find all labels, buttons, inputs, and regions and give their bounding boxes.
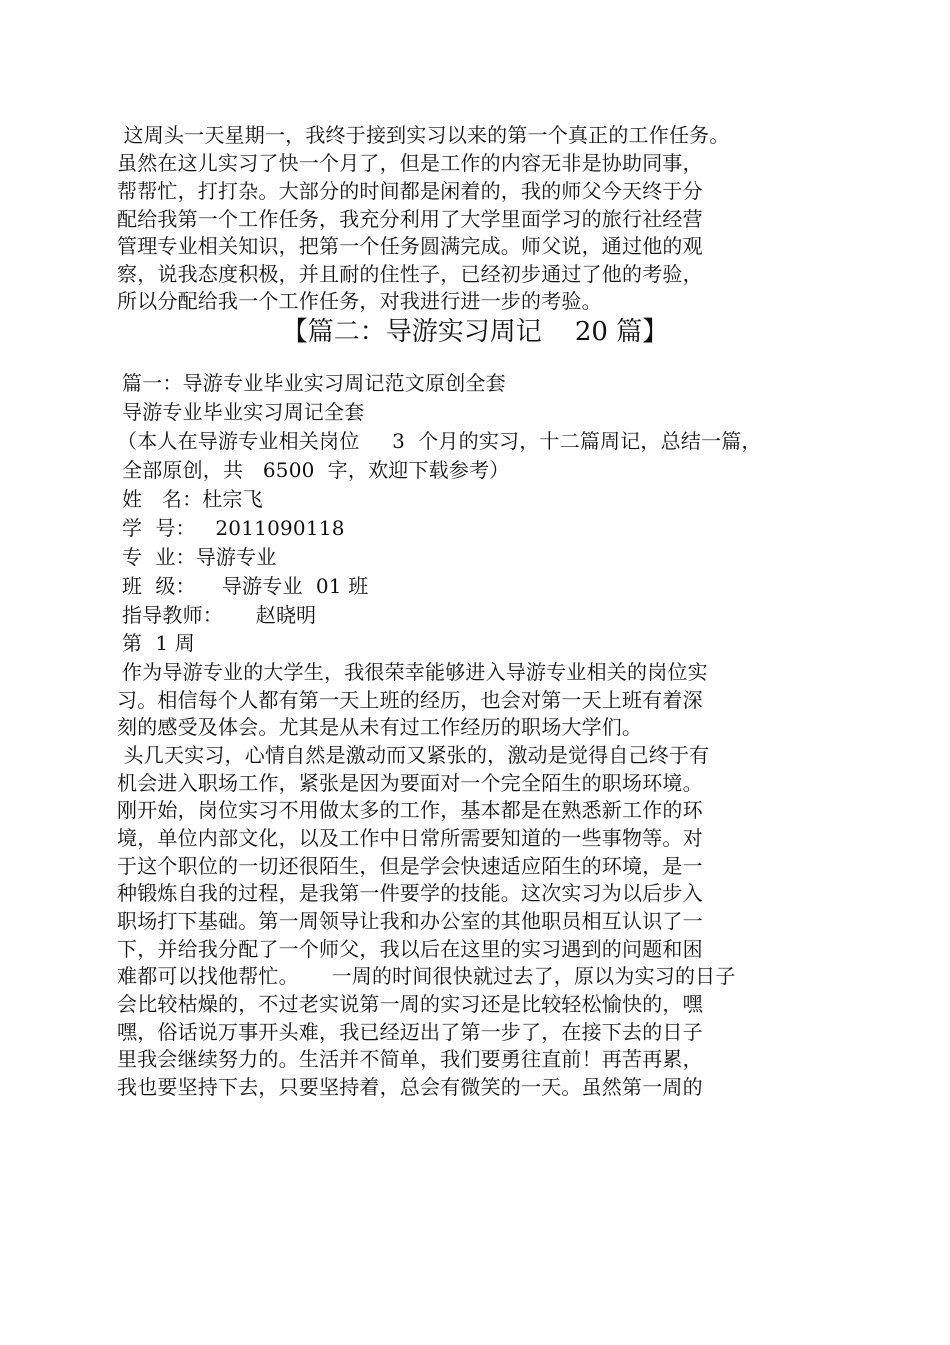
student-id-field: 学 号： 2011090118 bbox=[122, 516, 345, 540]
advisor-field: 指导教师： 赵晓明 bbox=[122, 603, 317, 627]
intro-line: 虽然在这儿实习了快一个月了，但是工作的内容无非是协助同事， bbox=[117, 151, 703, 175]
body-line: 职场打下基础。第一周领导让我和办公室的其他职员相互认识了一 bbox=[117, 909, 703, 933]
name-field: 姓 名：杜宗飞 bbox=[122, 487, 263, 511]
body-line: 里我会继续努力的。生活并不简单，我们要勇往直前！再苦再累， bbox=[117, 1047, 703, 1071]
intro-line: 这周头一天星期一，我终于接到实习以来的第一个真正的工作任务。 bbox=[117, 123, 730, 147]
article-subtitle: 篇一：导游专业毕业实习周记范文原创全套 bbox=[122, 371, 506, 395]
intro-line: 管理专业相关知识，把第一个任务圆满完成。师父说，通过他的观 bbox=[117, 234, 703, 258]
body-line: 会比较枯燥的，不过老实说第一周的实习还是比较轻松愉快的，嘿 bbox=[117, 992, 703, 1016]
body-line: 种锻炼自我的过程，是我第一件要学的技能。这次实习为以后步入 bbox=[117, 881, 703, 905]
intro-line: 察，说我态度积极，并且耐的住性子，已经初步通过了他的考验， bbox=[117, 262, 703, 286]
week-label: 第 1 周 bbox=[122, 631, 195, 655]
body-line: 嘿，俗话说万事开头难，我已经迈出了第一步了，在接下去的日子 bbox=[117, 1020, 703, 1044]
body-line: 于这个职位的一切还很陌生，但是学会快速适应陌生的环境，是一 bbox=[117, 854, 703, 878]
body-line: 刚开始，岗位实习不用做太多的工作，基本都是在熟悉新工作的环 bbox=[117, 798, 703, 822]
article-note: 全部原创，共 6500 字，欢迎下载参考） bbox=[122, 458, 510, 482]
body-line: 我也要坚持下去，只要坚持着，总会有微笑的一天。虽然第一周的 bbox=[117, 1075, 703, 1099]
body-line: 难都可以找他帮忙。 一周的时间很快就过去了，原以为实习的日子 bbox=[117, 964, 736, 988]
body-line: 机会进入职场工作，紧张是因为要面对一个完全陌生的职场环境。 bbox=[117, 771, 703, 795]
article-subtitle: 导游专业毕业实习周记全套 bbox=[122, 400, 365, 424]
intro-line: 所以分配给我一个工作任务，对我进行进一步的考验。 bbox=[117, 289, 602, 313]
body-line: 下，并给我分配了一个师父，我以后在这里的实习遇到的问题和困 bbox=[117, 937, 703, 961]
body-line: 境，单位内部文化，以及工作中日常所需要知道的一些事物等。对 bbox=[117, 826, 703, 850]
article-note: （本人在导游专业相关岗位 3 个月的实习，十二篇周记，总结一篇， bbox=[117, 429, 762, 453]
body-line: 作为导游专业的大学生，我很荣幸能够进入导游专业相关的岗位实 bbox=[122, 660, 708, 684]
intro-line: 帮帮忙，打打杂。大部分的时间都是闲着的，我的师父今天终于分 bbox=[117, 179, 703, 203]
section-title: 【篇二：导游实习周记 20 篇】 bbox=[281, 317, 669, 347]
body-line: 头几天实习，心情自然是激动而又紧张的，激动是觉得自己终于有 bbox=[117, 743, 710, 767]
class-field: 班 级： 导游专业 01 班 bbox=[122, 574, 369, 598]
intro-line: 配给我第一个工作任务，我充分利用了大学里面学习的旅行社经营 bbox=[117, 207, 703, 231]
body-line: 刻的感受及体会。尤其是从未有过工作经历的职场大学们。 bbox=[117, 715, 643, 739]
body-line: 习。相信每个人都有第一天上班的经历，也会对第一天上班有着深 bbox=[117, 688, 703, 712]
major-field: 专 业：导游专业 bbox=[122, 545, 277, 569]
